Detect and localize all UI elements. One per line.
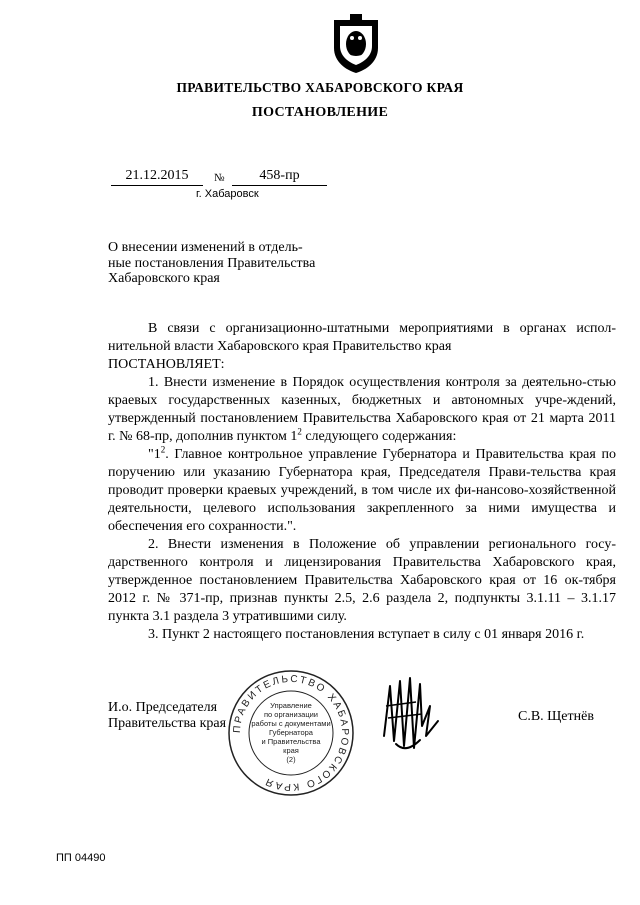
subject-line: О внесении изменений в отдель- <box>108 240 303 255</box>
stamp-line: края <box>283 746 299 755</box>
body-paragraph <box>108 446 616 536</box>
paragraph-text: "1 <box>148 447 161 462</box>
subject-line: Хабаровского края <box>108 271 220 286</box>
document-city: г. Хабаровск <box>196 188 259 200</box>
number-sign: № <box>214 172 225 184</box>
handwritten-signature-icon <box>376 666 446 766</box>
stamp-line: Губернатора <box>269 728 313 737</box>
document-date: 21.12.2015 <box>111 168 203 186</box>
organization-name: ПРАВИТЕЛЬСТВО ХАБАРОВСКОГО КРАЯ <box>176 80 464 95</box>
coat-of-arms-icon <box>330 14 382 74</box>
subject-line: ные постановления Правительства <box>108 255 316 271</box>
body-paragraph: В связи с организационно-штатными мероприятиями в органах испол-нительной власти Хабаровского края Правительство края <box>108 321 616 354</box>
body-paragraph <box>108 374 616 446</box>
paragraph-text: . Главное контрольное управление Губернатора и Правительства края по поручению или указанию Губернатора края, Председателя Прави-тельства края проводит проверки краевых учреждений, в том числе их фи-нансово-хозяйственной деятельности, целевого использования закрепленного за ними имущества и обеспечения его сохранности.". <box>108 447 616 534</box>
resolution-keyword: ПОСТАНОВЛЯЕТ: <box>108 357 225 372</box>
body-paragraph: 3. Пункт 2 настоящего постановления вступает в силу с 01 января 2016 г. <box>148 627 585 642</box>
document-type: ПОСТАНОВЛЕНИЕ <box>251 105 389 120</box>
signatory-title-line: И.о. Председателя <box>108 700 218 715</box>
stamp-line: и Правительства <box>261 737 321 746</box>
body-paragraph: 2. Внести изменения в Положение об управлении регионального госу-дарственного контроля и лицензирования Правительства Хабаровского края, утвержденное постановлением Правительства Хабаровского края от 16 ок-тября 2012 г. № 371-пр, признав пункты 2.5, 2.6 раздела 2, подпункты 3.1.11 – 3.1.17 пункта 3.1 раздела 3 утратившими силу. <box>108 537 616 624</box>
document-subject <box>108 240 368 287</box>
signatory-name: С.В. Щетнёв <box>518 709 594 724</box>
document-body <box>108 320 616 644</box>
stamp-line: работы с документами <box>251 719 331 728</box>
paragraph-text: 1. Внести изменение в Порядок осуществления контроля за деятельно-стью краевых государственных казенных, бюджетных и автономных учре-ждений, утвержденный постановлением Правительства Хабаровского края от 21 марта 2011 г. № 68-пр, дополнив пунктом 1 <box>108 375 616 444</box>
official-stamp <box>226 668 356 798</box>
stamp-line: (2) <box>286 755 296 764</box>
superscript: 2 <box>160 444 166 455</box>
document-number: 458-пр <box>232 168 327 186</box>
stamp-line: по организации <box>263 710 319 719</box>
signatory-title-line: Правительства края <box>108 715 227 731</box>
superscript: 2 <box>297 426 302 437</box>
stamp-line: Управление <box>270 701 312 710</box>
stamp-ring-text: ПРАВИТЕЛЬСТВО ХАБАРОВСКОГО КРАЯ <box>231 673 351 793</box>
paragraph-text: следующего содержания: <box>301 429 457 444</box>
footer-code: ПП 04490 <box>56 852 106 864</box>
signatory-title <box>108 700 226 731</box>
